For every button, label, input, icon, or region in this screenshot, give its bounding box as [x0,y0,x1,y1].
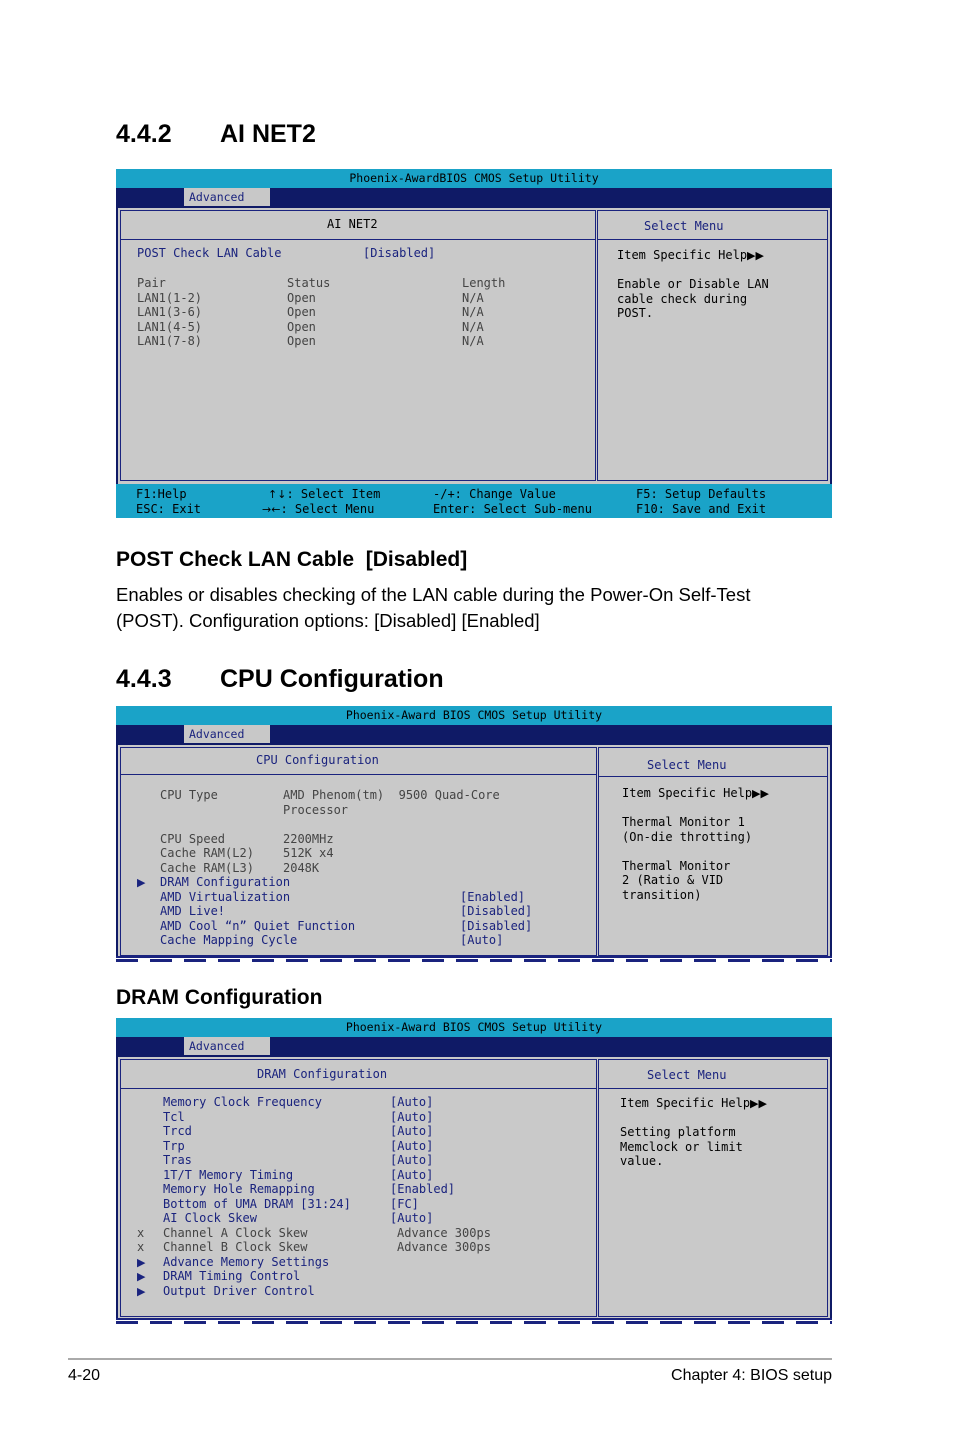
dram-setting-value[interactable]: [Auto] [390,1109,434,1124]
footer-rule [68,1358,832,1360]
dram-configuration-heading: DRAM Configuration [116,986,323,1009]
bios-body [118,1057,830,1318]
cpu-setting-value[interactable]: [Auto] [460,933,504,947]
section-title: AI NET2 [220,120,316,148]
dram-setting-label[interactable]: DRAM Timing Control [163,1269,301,1283]
panel-header [121,211,595,240]
cpu-info-label: Cache RAM(L2) [160,846,254,860]
help-line: cable check during [617,291,748,306]
help-panel [598,1059,828,1317]
help-panel [598,747,828,956]
cpu-info-label: CPU Speed [160,831,226,846]
select-menu-label: Select Menu [644,219,724,233]
post-check-lan-item-label[interactable]: POST Check LAN Cable [137,246,282,260]
dram-setting-value: Advance 300ps [397,1240,491,1254]
cpu-setting-label[interactable]: Cache Mapping Cycle [160,933,298,947]
lan-status-cell: Open [287,319,316,334]
help-panel-header [598,211,827,240]
help-line: Thermal Monitor 1 [622,815,745,829]
main-panel [120,210,596,481]
cpu-info-label: CPU Type [160,788,218,802]
cpu-info-value: 2048K [283,860,320,875]
lan-length-cell: N/A [462,290,484,305]
cpu-setting-value[interactable]: [Disabled] [460,904,533,918]
dram-setting-label[interactable]: 1T/T Memory Timing [163,1167,294,1182]
cpu-info-value: AMD Phenom(tm) 9500 Quad-Core [283,788,500,802]
help-panel-header [599,748,827,777]
description-line-1: Enables or disables checking of the LAN cable during the Power-On Self-Test [116,584,751,605]
panel-title: DRAM Configuration [257,1067,388,1081]
dram-setting-label[interactable]: Tras [163,1153,192,1167]
tab-advanced[interactable]: Advanced [184,188,270,206]
help-line: 2 (Ratio & VID [622,873,724,887]
disabled-marker: x [137,1225,145,1240]
footer-select-submenu: Enter: Select Sub-menu [433,501,592,516]
section-number: 4.4.3 [116,665,172,693]
lan-length-cell: N/A [462,334,484,348]
table-header-status: Status [287,276,331,290]
page-number: 4-20 [68,1367,101,1384]
main-panel [120,1059,597,1317]
footer-f1-help: F1:Help [136,487,187,501]
dram-setting-label[interactable]: Tcl [163,1109,185,1124]
double-arrow-icon: ▶▶ [747,249,764,262]
section-heading-4-4-3 [116,665,444,694]
dram-setting-label[interactable]: AI Clock Skew [163,1211,257,1225]
select-menu-label: Select Menu [647,1068,727,1082]
post-check-description [116,582,750,634]
dram-setting-label[interactable]: Bottom of UMA DRAM [31:24] [163,1196,351,1211]
footer-select-menu: →←: Select Menu [262,501,375,516]
help-panel-header [599,1060,827,1089]
description-line-2: (POST). Configuration options: [Disabled] [Enabled] [116,610,540,631]
lan-pair-cell: LAN1(3-6) [137,305,203,319]
bios-menubar [116,188,832,206]
dram-setting-value[interactable]: [Auto] [390,1138,434,1153]
help-line: transition) [622,887,702,902]
panel-header [121,1060,596,1089]
cpu-setting-value[interactable]: [Disabled] [460,918,533,933]
section-number: 4.4.2 [116,120,172,148]
table-header-length: Length [462,276,506,290]
footer-change-value: -/+: Change Value [433,487,556,501]
dram-setting-value[interactable]: [Auto] [390,1095,434,1109]
lan-status-cell: Open [287,305,316,319]
double-arrow-icon: ▶▶ [750,1097,767,1110]
lan-pair-cell: LAN1(4-5) [137,319,203,334]
help-panel [597,210,828,481]
help-line: Memclock or limit [620,1139,743,1154]
dram-setting-label[interactable]: Memory Hole Remapping [163,1182,315,1196]
dram-setting-value[interactable]: [Auto] [390,1124,434,1138]
help-line: POST. [617,306,654,320]
bios-titlebar: Phoenix-Award BIOS CMOS Setup Utility [116,1018,832,1037]
lan-length-cell: N/A [462,305,484,319]
cpu-info-label: Cache RAM(L3) [160,860,254,875]
help-line: Setting platform [620,1125,736,1139]
main-panel [120,747,597,956]
bios-titlebar: Phoenix-AwardBIOS CMOS Setup Utility [116,169,832,188]
submenu-arrow-icon: ▶ [137,1284,146,1298]
bios-body [118,745,830,956]
dram-setting-label: Channel A Clock Skew [163,1225,308,1240]
dram-setting-label[interactable]: Output Driver Control [163,1283,315,1298]
dram-setting-label[interactable]: Memory Clock Frequency [163,1095,322,1109]
panel-title: CPU Configuration [256,753,379,767]
dram-setting-value[interactable]: [FC] [390,1196,419,1211]
help-title: Item Specific Help▶▶ [620,1096,767,1110]
dram-setting-label[interactable]: Trcd [163,1124,192,1138]
cpu-info-value: 512K x4 [283,846,334,860]
bios-screen-ai-net2 [116,169,832,518]
table-header-pair: Pair [137,276,166,290]
section-title: CPU Configuration [220,665,444,693]
section-heading-4-4-2 [116,120,316,149]
cpu-info-value: Processor [283,802,349,817]
dram-setting-value[interactable]: [Enabled] [390,1182,456,1196]
dram-setting-value[interactable]: [Auto] [390,1153,434,1167]
select-menu-label: Select Menu [647,758,727,772]
tab-advanced[interactable]: Advanced [184,1037,270,1055]
screen-cut-edge [116,1318,832,1326]
post-check-heading: POST Check LAN Cable [Disabled] [116,548,468,571]
screen-cut-edge [116,956,832,964]
help-line: Thermal Monitor [622,858,731,873]
cpu-info-value: 2200MHz [283,831,334,846]
lan-pair-cell: LAN1(1-2) [137,290,203,305]
dram-setting-value: Advance 300ps [397,1225,491,1240]
panel-header [121,748,596,775]
left-right-arrows-icon: →← [262,502,281,516]
help-title: Item Specific Help▶▶ [622,786,769,800]
post-check-lan-item-value[interactable]: [Disabled] [363,246,436,260]
help-line: (On-die throtting) [622,829,753,844]
lan-status-cell: Open [287,290,316,305]
disabled-marker: x [137,1240,145,1254]
footer-setup-defaults: F5: Setup Defaults [636,487,767,501]
dram-setting-value[interactable]: [Auto] [390,1167,434,1182]
double-arrow-icon: ▶▶ [752,787,769,800]
cpu-setting-label[interactable]: AMD Cool “n” Quiet Function [160,918,356,933]
help-line: value. [620,1154,664,1168]
bios-screen-dram-configuration [116,1018,832,1318]
chapter-label: Chapter 4: BIOS setup [671,1367,832,1384]
help-title: Item Specific Help▶▶ [617,248,764,262]
bios-menubar [116,725,832,743]
dram-setting-value[interactable]: [Auto] [390,1211,434,1225]
lan-length-cell: N/A [462,319,484,334]
submenu-arrow-icon: ▶ [137,1270,146,1283]
cpu-setting-value[interactable]: [Enabled] [460,889,526,904]
bios-footer [116,484,832,518]
tab-advanced[interactable]: Advanced [184,725,270,743]
footer-esc-exit: ESC: Exit [136,501,202,516]
dram-setting-label: Channel B Clock Skew [163,1240,308,1254]
up-down-arrows-icon: ↑↓ [268,488,287,501]
footer-select-item: ↑↓: Select Item [268,487,381,501]
bios-menubar [116,1037,832,1055]
help-line: Enable or Disable LAN [617,277,769,291]
cpu-setting-label[interactable]: AMD Live! [160,904,226,918]
lan-pair-cell: LAN1(7-8) [137,334,203,348]
dram-setting-label[interactable]: Trp [163,1138,185,1153]
dram-setting-label[interactable]: Advance Memory Settings [163,1254,330,1269]
footer-save-exit: F10: Save and Exit [636,501,767,516]
cpu-setting-label[interactable]: DRAM Configuration [160,875,291,889]
submenu-arrow-icon: ▶ [137,876,146,889]
bios-titlebar: Phoenix-Award BIOS CMOS Setup Utility [116,706,832,725]
submenu-arrow-icon: ▶ [137,1255,146,1269]
lan-status-cell: Open [287,334,316,348]
bios-screen-cpu-configuration [116,706,832,956]
cpu-setting-label[interactable]: AMD Virtualization [160,889,291,904]
panel-title: AI NET2 [327,217,378,231]
bios-body [118,208,830,484]
